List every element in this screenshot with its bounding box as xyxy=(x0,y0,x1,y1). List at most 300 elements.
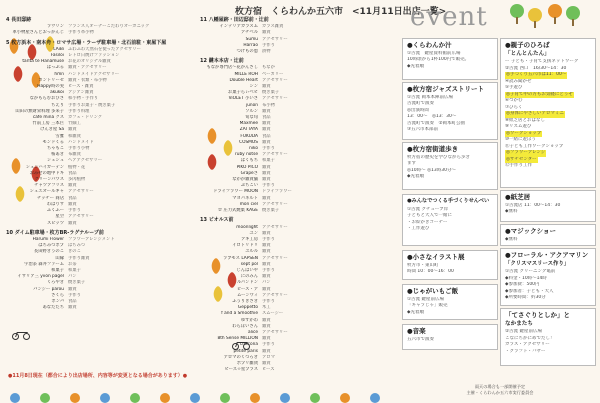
vendor-description: 食品 xyxy=(68,298,77,304)
vendor-description: 竹細工 xyxy=(68,121,81,127)
vendor-description: 雑貨 xyxy=(262,249,271,255)
vendor-name: 竹前工房 三本巨 xyxy=(32,121,64,127)
vendor-name: シュンハイガーデン xyxy=(25,164,64,170)
vendor-name: ふうりきさき xyxy=(232,298,258,304)
vendor-name: petite paris xyxy=(233,348,258,354)
vendor-name: akukoi xyxy=(50,90,64,96)
section-title: 5 枚方浜本・南本舟・ロマサ広場・ラーザ駐車場・北石前駐・東屋下屋 xyxy=(6,39,167,46)
vendor-description: パン xyxy=(262,280,271,286)
decor-dot xyxy=(340,393,350,403)
event-line: ⑨リズム遊び xyxy=(505,124,532,129)
vendor-description: 雑貨 xyxy=(262,177,271,183)
event-highlight: ◎子育て中の方もお気軽にどうぞ xyxy=(506,91,573,97)
vendor-description: 多肉植物 xyxy=(68,177,86,183)
event-tenori xyxy=(500,308,596,366)
vendor-name: Harrao xyxy=(243,42,258,48)
bicycle-icon xyxy=(12,330,30,340)
event-line: ◆参加者：子ども・大人 xyxy=(505,288,554,294)
vendor-description: 雑貨 xyxy=(262,121,271,127)
vendor-description: 和菓子 xyxy=(262,158,275,164)
event-line: ①古流 鍵屋資料館前広場 xyxy=(407,50,461,56)
vendor-description: 手作り革小物 xyxy=(68,30,94,36)
event-line: 古流町で演奏 xyxy=(407,101,434,106)
vendor-description: 雑貨 xyxy=(68,183,77,189)
event-line: 枚方市・東山町 xyxy=(407,262,439,268)
vendor-description: 雑貨 xyxy=(262,336,271,342)
vendor-name: はちみつポプ xyxy=(38,243,64,249)
vendor-description: アクセサリー xyxy=(68,189,94,195)
vendor-name: もなか専門店〜花かんざし xyxy=(206,65,258,71)
event-line: ⑫手作り工作 xyxy=(505,163,532,168)
event-magic xyxy=(500,224,596,246)
vendor-description: パン xyxy=(68,274,77,280)
vendor-name: つけもの恵 xyxy=(236,49,258,55)
vendor-description: 雑貨 xyxy=(262,286,271,292)
event-line: ◆無料 xyxy=(505,209,518,214)
vendor-description: ビーズ xyxy=(262,367,275,373)
tree-icon xyxy=(528,8,542,28)
vendor-description: 雑貨 xyxy=(262,360,271,366)
vendor-description: アロマ xyxy=(262,354,275,360)
vendor-description: スムージー xyxy=(262,311,284,317)
event-heading: event xyxy=(410,2,488,32)
vendor-name: 宇治茶 森井ファーム xyxy=(24,261,64,267)
vendor-column-left xyxy=(6,14,198,311)
event-line: ・工作遊び xyxy=(407,226,430,231)
vendor-description: フランス人オーナーこだわりオーガニック xyxy=(68,24,150,30)
event-title: ●マジックショー xyxy=(505,227,557,235)
vendor-row xyxy=(6,305,198,311)
vendor-name: モンドくる xyxy=(42,139,64,145)
notice-text: ●11月8日現在（都合により出店場所、内容等が変更となる場合があります）● xyxy=(8,373,188,379)
vendor-description: はちみつ xyxy=(68,243,86,249)
vendor-description: ハンドメイド xyxy=(68,139,94,145)
page-title: 枚方宿 くらわんか五六市 <11月11日出店一覧> xyxy=(235,7,447,17)
vendor-name: 星空 xyxy=(55,214,64,220)
event-line: ①古流 クリーニング亀前 xyxy=(505,269,556,274)
vendor-name: あなたたち xyxy=(42,305,64,311)
vendor-name: バンジー parou xyxy=(33,286,64,292)
vendor-name: junon xyxy=(246,102,258,108)
vendor-name: chacona xyxy=(239,342,258,348)
vendor-description: 雑貨 xyxy=(262,164,271,170)
decor-dot xyxy=(130,393,140,403)
section-title: 10 ダイム駐車場・枚方BR-ラグナループ前 xyxy=(6,229,104,236)
event-lucky xyxy=(500,190,596,222)
vendor-name: moonlight xyxy=(236,224,258,230)
vendor-name: グリーンパワス xyxy=(34,177,64,183)
decor-dot xyxy=(40,393,50,403)
vendor-name: 桜あき xyxy=(51,152,64,158)
decor-dot xyxy=(280,393,290,403)
event-highlight: ◎手づくり五六市は11：00〜 xyxy=(506,72,567,77)
event-title: ●親子のひろば xyxy=(505,41,550,49)
vendor-description: 手作り雑貨 xyxy=(68,255,90,261)
vendor-description: 雑貨 xyxy=(262,139,271,145)
decor-dot xyxy=(370,393,380,403)
vendor-description: きのこ xyxy=(68,249,81,255)
event-jazz xyxy=(402,82,498,140)
section-title: 11 八幡屋跡・田辺邸前・辻前 xyxy=(200,17,269,23)
event-highlight: ◎サチセンター xyxy=(506,156,537,162)
vendor-row xyxy=(6,30,198,36)
tree-icon xyxy=(548,4,562,24)
event-line: ①古流 岡本本陣前広場 xyxy=(407,94,453,100)
event-subtitle: 「とんとんたん」 xyxy=(505,50,550,57)
vendor-description: ハンドメイドアクセサリー xyxy=(68,71,120,77)
vendor-name: ZATTAYA xyxy=(239,127,258,133)
vendor-name: COSMOS xyxy=(239,139,258,145)
event-line: 子どもと大人で一緒に xyxy=(407,213,452,218)
event-title: ●枚方宿街道歩き xyxy=(407,145,459,153)
vendor-name: cafe mina クス xyxy=(32,115,64,121)
tree-icon xyxy=(566,6,580,26)
event-ongaku xyxy=(402,324,498,350)
vendor-name: mon ciel xyxy=(239,201,258,207)
event-title: ●じゃがいもご飯 xyxy=(407,287,459,295)
vendor-name: アロマのくつろぎ xyxy=(223,354,258,360)
event-line: ◆先着順 xyxy=(407,63,424,69)
event-title: ●枚方宿ジャズストリート xyxy=(407,85,485,93)
vendor-name: f and a Smoothie xyxy=(221,311,258,317)
event-line: ◆先着順 xyxy=(407,309,424,315)
vendor-name: イサリア三 yvon pagel xyxy=(17,274,64,280)
vendor-name: はっぷる xyxy=(46,65,64,71)
vendor-description: 雑貨 xyxy=(68,127,77,133)
vendor-description: 食品 xyxy=(68,195,77,201)
vendor-description: フラワーアレンジメント xyxy=(68,236,115,242)
vendor-description: 雑貨 xyxy=(262,230,271,236)
event-line: ⑤手遊び xyxy=(505,85,523,90)
vendor-name: niko xyxy=(249,146,258,152)
vendor-description: 雑貨・アクセサリー xyxy=(68,65,107,71)
event-line: ⑪子ども工作ワークショップ xyxy=(505,143,564,149)
vendor-description: 手作り料理 xyxy=(68,108,90,114)
vendor-description: 和雑貨 xyxy=(68,133,81,139)
vendor-name: Harumi Flower xyxy=(32,236,64,242)
event-line: ②古流 鍵屋前広場 xyxy=(505,329,542,334)
event-line: 13：00〜 ◎13：30〜 xyxy=(407,114,457,119)
vendor-description: 雑貨 xyxy=(262,127,271,133)
vendor-name: LAiBi xyxy=(53,46,64,52)
vendor-name: 和菓子 xyxy=(51,267,64,273)
vendor-description: 雑貨 xyxy=(262,323,271,329)
event-title: ●音楽 xyxy=(407,327,426,335)
vendor-description: 手作り xyxy=(262,342,275,348)
vendor-name: ソルン xyxy=(245,108,258,114)
vendor-description: 手作り xyxy=(68,292,81,298)
event-line: 「キャラじゃ」販売 xyxy=(407,303,448,308)
event-line: ⑦ひらく xyxy=(505,104,523,110)
event-line: ◆参加費：500円 xyxy=(505,282,540,287)
event-line: ◎出演時間 xyxy=(407,107,429,113)
event-line: ◆無料 xyxy=(505,236,518,242)
vendor-name: ふくふー xyxy=(46,208,64,214)
decor-dot xyxy=(310,393,320,403)
vendor-description: 手作り xyxy=(262,42,275,48)
vendor-name: ちえり xyxy=(51,102,64,108)
event-line: ガラス・アクセサリー xyxy=(505,342,550,347)
vendor-description: アクセサリー xyxy=(262,77,288,83)
bicycle-icon xyxy=(232,340,250,350)
vendor-description: 布雑貨 xyxy=(68,152,81,158)
vendor-description: アクセサリー xyxy=(262,329,288,335)
vendor-name: イロトリドリ xyxy=(232,243,258,249)
event-subtitle: なかまたち xyxy=(505,320,533,327)
vendor-name: Geppetto xyxy=(237,305,258,311)
vendor-name: Maxmee xyxy=(239,121,258,127)
event-line: 枚方宿の歴史を学びながら歩き xyxy=(407,154,470,160)
vendor-description: アクセサリー xyxy=(262,152,288,158)
vendor-description: 焼き菓子 xyxy=(262,90,280,96)
vendor-description: 食品 xyxy=(262,133,271,139)
vendor-description: 雑貨 xyxy=(68,305,77,311)
event-title: 「てさぐりとしか」と xyxy=(505,311,570,319)
vendor-description: 雑貨 xyxy=(262,30,271,36)
vendor-name: シュエオールギャ xyxy=(29,189,64,195)
vendor-name: MILLE ROH xyxy=(234,71,258,77)
vendor-name: ユン xyxy=(249,230,258,236)
vendor-name: FUKUDA xyxy=(240,133,258,139)
vendor-description: ビーズ・雑貨 xyxy=(68,84,94,90)
event-line: ◎10時〜 ◎13時30分〜 xyxy=(407,167,456,173)
event-line: ⑧紙芝居とおはなし xyxy=(505,117,546,123)
vendor-description: 手作りお菓子・焼き菓子 xyxy=(68,102,116,108)
event-line: ◆所要時間：約30分 xyxy=(505,295,546,300)
vendor-name: 山縁 xyxy=(55,255,64,261)
event-tour xyxy=(402,142,498,190)
vendor-description: 雑貨 xyxy=(262,317,271,323)
decor-dot xyxy=(160,393,170,403)
event-highlight: ◎ワークショップ xyxy=(506,130,542,136)
vendor-description: 手作り xyxy=(262,146,275,152)
vendor-name: なかもらむおびさ xyxy=(29,96,64,102)
vendor-name: 革小物屋さんどおっかんじ xyxy=(12,30,64,36)
vendor-description: アクセサリー xyxy=(262,96,288,102)
event-line: ②古流 西口 16/30〜14：30 xyxy=(505,65,567,71)
event-title: ●紙芝居 xyxy=(505,193,531,201)
decor-dot xyxy=(10,393,20,403)
event-line: ⑥つかむ xyxy=(505,98,523,103)
vendor-name: hmn xyxy=(54,71,64,77)
vendor-name: アキ工房 xyxy=(240,236,258,242)
vendor-description: 手作り xyxy=(262,183,275,189)
vendor-name: Fasiloi xyxy=(50,53,64,59)
footer xyxy=(405,384,595,395)
event-line: ④読み聞かせ xyxy=(505,78,532,84)
vendor-name: にのみん xyxy=(240,274,258,280)
event-line: ー 子ども・子育て支援ネットワーク xyxy=(505,59,579,64)
decor-dot xyxy=(70,393,80,403)
vendor-name: ViOLET 小いさ xyxy=(228,96,258,102)
event-subtitle: 「クリスマスリース作り」 xyxy=(505,260,570,267)
vendor-description: お花のオリジナル雑貨 xyxy=(68,59,111,65)
vendor-name: カントリーゼ xyxy=(38,77,64,83)
vendor-name: おみせの地中ドキ xyxy=(29,170,64,176)
vendor-description: 手作り xyxy=(262,298,275,304)
vendor-description: 和小物・手作り xyxy=(68,96,99,102)
vendor-name: じんぱいや xyxy=(236,267,258,273)
event-line: ①古流 クチューブ岸 xyxy=(407,206,449,212)
event-kids xyxy=(402,194,498,246)
vendor-name: インテリアガラスム xyxy=(219,24,258,30)
vendor-name: はくもち xyxy=(240,158,258,164)
event-line: ③五六市本部前 xyxy=(407,127,439,132)
vendor-name: 旬な旬 xyxy=(245,115,258,121)
decor-dot xyxy=(250,393,260,403)
vendor-name: お菓子らぃベビ xyxy=(227,90,258,96)
vendor-description: 焼き菓子 xyxy=(262,208,280,214)
vendor-description: 手作り小物 xyxy=(68,146,90,152)
vendor-description: 雑貨 xyxy=(262,348,271,354)
vendor-name: チッチー 商店 xyxy=(36,195,64,201)
vendor-name: ポンバ xyxy=(51,298,64,304)
vendor-description: 雑貨 xyxy=(262,243,271,249)
vendor-description: 木工 xyxy=(262,305,271,311)
vendor-name: チャツアフリス xyxy=(34,183,64,189)
event-line: ◆料金・10時〜14時 xyxy=(505,275,547,281)
vendor-name: ゆずかわ xyxy=(240,317,258,323)
vendor-name: シン xyxy=(249,84,258,90)
vendor-name: PIKO PICO xyxy=(236,164,258,170)
vendor-description: アクセサリー xyxy=(68,214,94,220)
vendor-name: ムーンウィ xyxy=(237,292,258,298)
event-line: こなにちかにめでたし！ xyxy=(505,335,555,341)
event-line: 古流町で演奏 ②岡本町公園 xyxy=(407,120,466,126)
vendor-description: 雑貨 xyxy=(262,84,271,90)
vendor-column-middle xyxy=(200,14,400,373)
event-line: ・お絵かきコーナー xyxy=(407,219,448,225)
event-line: ます xyxy=(407,161,416,166)
vendor-description: 手作り xyxy=(262,236,275,242)
vendor-description: アクセサリー xyxy=(262,255,288,261)
vendor-name: ピース・ア xyxy=(236,286,258,292)
vendor-description: 雑貨 xyxy=(68,286,77,292)
vendor-description: お茶 xyxy=(68,261,77,267)
event-illust xyxy=(402,250,498,280)
vendor-name: げんき屋 Sa xyxy=(40,127,64,133)
vendor-description: アクセサリー xyxy=(262,36,288,42)
vendor-description: アジアン雑貨 xyxy=(68,90,94,96)
vendor-description: アクセサリー xyxy=(262,224,288,230)
vendor-row xyxy=(200,49,400,55)
event-flora xyxy=(500,248,596,306)
event-title: ●フローラル・アクアマリン xyxy=(505,251,589,259)
decor-dot xyxy=(100,393,110,403)
vendor-name: Happy時の実 xyxy=(37,84,64,90)
vendor-name: 8th Sense MILLION xyxy=(217,336,258,342)
vendor-description: 手作り xyxy=(68,208,81,214)
vendor-name: ラヴリン xyxy=(46,24,64,30)
vendor-row xyxy=(6,221,198,227)
vendor-name: ドライフラワー MOON xyxy=(213,189,258,195)
vendor-name: シュシュ xyxy=(46,158,64,164)
vendor-description: 手作り xyxy=(262,267,275,273)
vendor-description: 焼き菓子 xyxy=(68,280,86,286)
vendor-name: スピッツ xyxy=(46,220,64,226)
event-highlight: ◎フラワーアレンジ xyxy=(506,150,546,155)
event-title: ●くらわんか汁 xyxy=(407,41,452,49)
vendor-name: 雪雅 xyxy=(55,133,64,139)
vendor-description: もなか xyxy=(262,65,275,71)
vendor-description: 雑貨・衣類・布小物 xyxy=(68,77,107,83)
vendor-name: alice xyxy=(247,329,258,335)
decor-dot xyxy=(220,393,230,403)
vendor-description: アクセサリー xyxy=(262,201,288,207)
vendor-name: ながが雑貨舗 xyxy=(232,177,258,183)
vendor-name: Grapeさ xyxy=(240,170,258,176)
vendor-description: 食品 xyxy=(262,115,271,121)
footer-line: 雨天の場合も一部開催予定 xyxy=(474,384,526,389)
event-line: ◆先着順 xyxy=(407,174,424,179)
vendor-name: ラブモス LAPSEN xyxy=(222,255,258,261)
vendor-name: ポプリ雑貨 xyxy=(236,360,258,366)
vendor-name: マヨパネルト xyxy=(232,195,258,201)
vendor-description: ベーカリー xyxy=(262,71,284,77)
vendor-name: ruby notse xyxy=(234,152,258,158)
vendor-name: 山田の無財栄料理 多来子 xyxy=(15,108,64,114)
vendor-name: ルパンドン xyxy=(236,280,258,286)
section-title: 12 鍵本本店・辻前 xyxy=(200,58,244,65)
vendor-name: ユルル xyxy=(245,249,258,255)
event-line: ・クラフト・バザー xyxy=(505,348,546,354)
footer-line: 主催・くらわんか五六市実行委員会 xyxy=(466,389,534,395)
vendor-name: ぷちこい xyxy=(240,183,258,189)
event-kurawan xyxy=(402,38,498,80)
event-line: ①古流 鍵屋前広場 xyxy=(407,296,444,302)
decor-dot xyxy=(190,393,200,403)
event-title: ●みんなでつくる手づくりせんべい xyxy=(407,198,490,204)
vendor-name: Double Heart xyxy=(229,77,258,83)
vendor-name: ビーズ☆星プラス xyxy=(224,367,258,373)
vendor-description: 雑貨 xyxy=(262,195,271,201)
vendor-description: 食品 xyxy=(68,170,77,176)
vendor-name: アチベル xyxy=(240,30,258,36)
event-title: ●小さなイラスト展 xyxy=(407,253,465,261)
tree-icon xyxy=(510,4,524,24)
vendor-description: 植物・花 xyxy=(68,164,86,170)
vendor-description: カフェ・ドリンク xyxy=(68,115,103,121)
vendor-description: レトロ日焼けファッション xyxy=(68,53,120,59)
vendor-description: 雑貨 xyxy=(68,201,77,207)
vendor-description: 雑貨 xyxy=(262,108,271,114)
vendor-description: 和菓子 xyxy=(68,267,81,273)
vendor-description: アクセサリー xyxy=(262,292,288,298)
vendor-description: ドライフラワー xyxy=(262,189,292,195)
event-line: 時間 10：00〜16：00 xyxy=(407,269,454,274)
vendor-name: さくら xyxy=(51,292,64,298)
vendor-name: ロ 圧力式焼菓 KAGE xyxy=(217,208,258,214)
event-line: ①古流店 11：00〜14：30 xyxy=(505,202,561,208)
event-line: 五六市で演奏 xyxy=(407,336,434,342)
vendor-description: ふわふわ天然石を使ったアクセサリー xyxy=(68,46,141,52)
event-line: 10時頃から1杯100円で販売。 xyxy=(407,57,470,62)
section-title: 13 ビオルス前 xyxy=(200,217,234,224)
vendor-description: 雑貨 xyxy=(262,170,271,176)
event-jaga xyxy=(402,284,498,320)
vendor-name: ちゃもこ xyxy=(46,146,64,152)
section-title: 4 長田邸跡 xyxy=(6,17,32,23)
event-highlight: ◎身体にやさしいアロマミニ xyxy=(506,111,564,116)
vendor-row xyxy=(200,367,400,373)
vendor-name: くろやき xyxy=(46,280,64,286)
vendor-description: 雑貨 xyxy=(262,261,271,267)
vendor-name: sept pol xyxy=(240,261,258,267)
vendor-name: わぱりサ xyxy=(46,201,64,207)
vendor-description: 雑貨 xyxy=(262,274,271,280)
event-line: ⑩一緒に遊ぼう xyxy=(505,137,537,142)
vendor-description: 漬物 xyxy=(262,49,271,55)
